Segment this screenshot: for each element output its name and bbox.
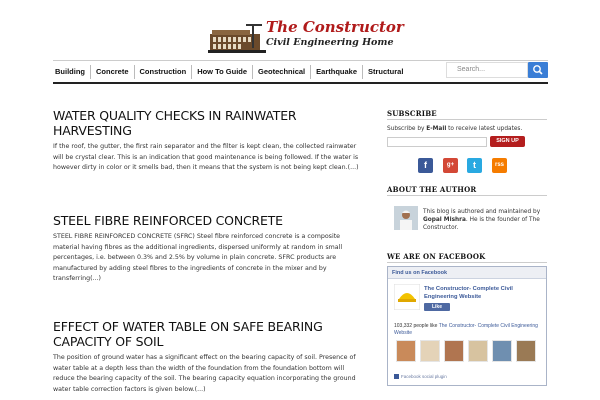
author-bio <box>423 208 547 232</box>
post-2 <box>53 213 366 285</box>
subscribe-text <box>387 125 547 133</box>
nav-earthquake[interactable]: Earthquake <box>311 65 363 79</box>
fb-count-link[interactable]: The Constructor- Complete Civil Engineering Website <box>394 323 538 336</box>
fb-page-avatar <box>394 284 420 310</box>
facebook-heading: WE ARE ON FACEBOOK <box>387 252 486 261</box>
facebook-widget <box>387 266 547 386</box>
facebook-icon[interactable]: f <box>418 158 433 173</box>
post-title[interactable]: WATER QUALITY CHECKS IN RAINWATER HARVESTING <box>53 108 297 138</box>
fb-box-title: Find us on Facebook <box>388 267 546 279</box>
author-rule <box>387 195 547 196</box>
post-1 <box>53 108 366 174</box>
nav-top-rule <box>53 60 548 61</box>
facebook-rule <box>387 262 547 263</box>
search-icon <box>528 62 548 78</box>
fb-fan-avatar[interactable] <box>492 340 512 362</box>
twitter-icon[interactable]: t <box>467 158 482 173</box>
fb-plugin-label <box>394 374 447 379</box>
fb-fan-avatar[interactable] <box>468 340 488 362</box>
subscribe-post: to receive latest updates. <box>448 126 523 132</box>
nav-construction[interactable]: Construction <box>135 65 193 79</box>
nav-bottom-rule <box>53 82 548 84</box>
post-3 <box>53 319 366 395</box>
fb-small-icon <box>394 374 399 379</box>
rss-icon[interactable]: rss <box>492 158 507 173</box>
fb-fan-avatar[interactable] <box>420 340 440 362</box>
author-name[interactable]: Gopal Mishra <box>423 217 466 223</box>
subscribe-heading: SUBSCRIBE <box>387 109 437 118</box>
author-pre: This blog is authored and maintained by <box>423 209 541 215</box>
logo-title: The Constructor <box>266 18 404 36</box>
colosseum-logo-icon <box>208 20 266 54</box>
logo-subtitle: Civil Engineering Home <box>266 37 394 48</box>
email-link[interactable]: E-Mail <box>426 126 447 132</box>
search-input[interactable]: Search... <box>446 62 528 78</box>
fb-count-pre: 103,332 people like <box>394 323 438 329</box>
site-logo[interactable] <box>208 18 404 54</box>
fb-like-count <box>394 323 542 337</box>
post-title[interactable]: STEEL FIBRE REINFORCED CONCRETE <box>53 213 283 228</box>
sign-up-button[interactable]: SIGN UP <box>490 136 525 147</box>
post-excerpt: The position of ground water has a significant effect on the bearing capacity of soil. Presence of water table at a depth less than the width of the foundation from the foundation bottom will reduce the bearing capacity of the soil. The bearing capacity equation incorporating the ground water table correction factors is given below.(...) <box>53 354 356 393</box>
google-plus-icon[interactable]: g+ <box>443 158 458 173</box>
fb-fan-avatar[interactable] <box>396 340 416 362</box>
author-avatar <box>394 206 418 230</box>
nav-geotechnical[interactable]: Geotechnical <box>253 65 311 79</box>
author-post: . He is the founder of The Constructor. <box>423 217 540 231</box>
post-excerpt: STEEL FIBRE REINFORCED CONCRETE (SFRC) Steel fibre reinforced concrete is a composite material having fibres as the additional ingredients, dispersed uniformly at random in small percentages, i.e. between 0.3% and 2.5% by volume in plain concrete. SFRC products are manufactured by adding steel fibres to the ingredients of concrete in the mixer and by transferring(...) <box>53 233 343 282</box>
main-nav <box>53 64 408 80</box>
fb-plugin-text: Facebook social plugin <box>401 374 447 379</box>
nav-structural[interactable]: Structural <box>368 67 404 76</box>
search-button[interactable] <box>528 62 548 78</box>
nav-how-to-guide[interactable]: How To Guide <box>192 65 253 79</box>
subscribe-pre: Subscribe by <box>387 126 425 132</box>
fb-like-label: Like <box>431 304 442 310</box>
post-title[interactable]: EFFECT OF WATER TABLE ON SAFE BEARING CAPACITY OF SOIL <box>53 319 323 349</box>
fb-fan-avatar[interactable] <box>516 340 536 362</box>
subscribe-email-input[interactable] <box>387 137 487 147</box>
fb-page-name[interactable]: The Constructor- Complete Civil Engineering Website <box>424 286 513 300</box>
subscribe-rule <box>387 119 547 120</box>
fb-like-button[interactable] <box>424 303 450 311</box>
nav-building[interactable]: Building <box>53 65 91 79</box>
nav-concrete[interactable]: Concrete <box>91 65 135 79</box>
author-heading: ABOUT THE AUTHOR <box>387 185 477 194</box>
fb-fan-avatar[interactable] <box>444 340 464 362</box>
post-excerpt: If the roof, the gutter, the first rain separator and the filter is kept clean, the collected rainwater will be crystal clear. This is an indication that good maintenance is being followed. If the water is however dirty in color or it smells bad, then it means that the system is not being kept clean.(...) <box>53 143 359 171</box>
